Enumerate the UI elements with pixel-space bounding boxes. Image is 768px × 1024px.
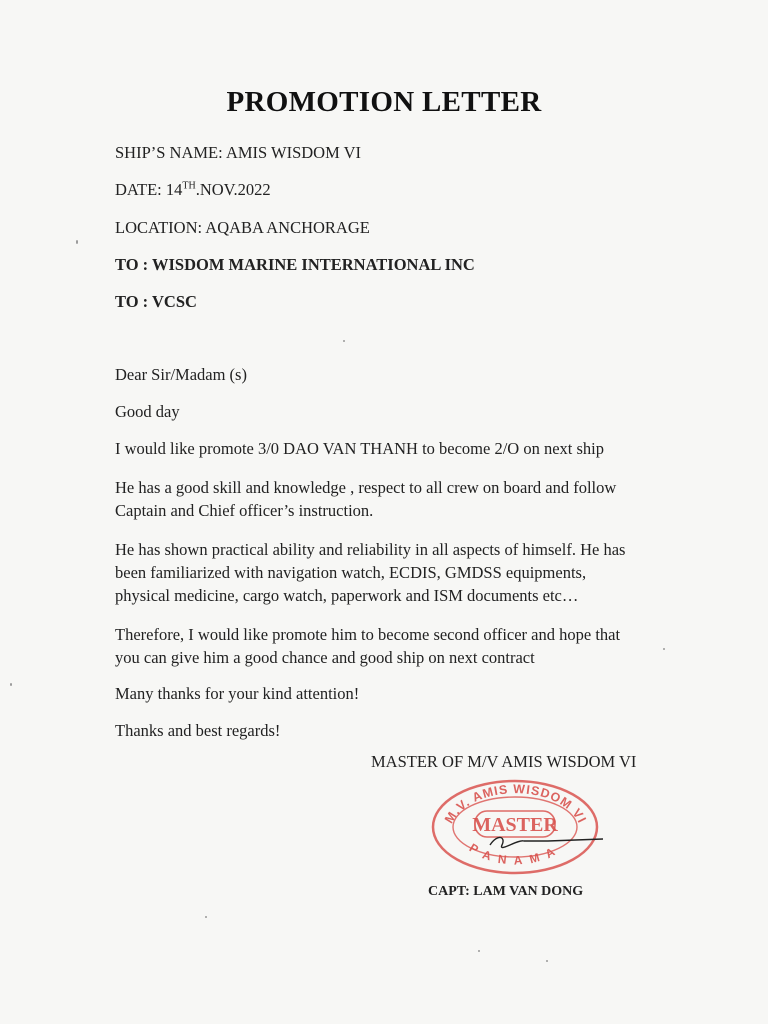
paragraph-4: Therefore, I would like promote him to become second officer and hope that you can give him a good chance and good ship on next contract (115, 625, 621, 667)
stamp-center-text: MASTER (472, 814, 558, 836)
salutation: Dear Sir/Madam (s) (115, 365, 247, 384)
paragraph-6: Thanks and best regards! (115, 721, 281, 740)
master-stamp (428, 775, 603, 875)
scan-speck (205, 916, 207, 918)
paragraph-2: He has a good skill and knowledge , respect to all crew on board and follow Captain and Chief officer’s instruction. (115, 478, 617, 520)
scan-speck (10, 683, 12, 686)
scan-speck (478, 950, 480, 952)
paragraph-1: I would like promote 3/0 DAO VAN THANH to become 2/O on next ship (115, 439, 604, 458)
paragraph-5: Many thanks for your kind attention! (115, 684, 360, 703)
stamp-top-text: M.V. AMIS WISDOM VI (441, 781, 590, 826)
scan-speck (663, 648, 665, 650)
date-line (115, 180, 271, 200)
date-prefix: DATE: 14 (115, 180, 183, 199)
greeting: Good day (115, 402, 180, 421)
stamp-bottom-text: PANAMA (466, 840, 565, 868)
signature-title: MASTER OF M/V AMIS WISDOM VI (371, 752, 637, 771)
recipient-line-1: TO : WISDOM MARINE INTERNATIONAL INC (115, 255, 475, 274)
letter-title: PROMOTION LETTER (226, 86, 542, 118)
scan-speck (76, 240, 78, 244)
scan-speck (546, 960, 548, 962)
paragraph-3: He has shown practical ability and reliability in all aspects of himself. He has been familiarized with navigation watch, ECDIS, GMDSS equipments, physical medicine, cargo watch, paperwork and ISM documents etc… (115, 540, 626, 605)
date-superscript: TH (182, 180, 196, 192)
handwritten-signature (490, 837, 603, 847)
signatory-name: CAPT: LAM VAN DONG (428, 884, 584, 899)
recipient-line-2: TO : VCSC (115, 292, 197, 311)
scan-speck (343, 340, 345, 342)
date-suffix: .NOV.2022 (195, 180, 271, 199)
location-line: LOCATION: AQABA ANCHORAGE (115, 218, 370, 237)
ship-name-line: SHIP’S NAME: AMIS WISDOM VI (115, 143, 362, 162)
